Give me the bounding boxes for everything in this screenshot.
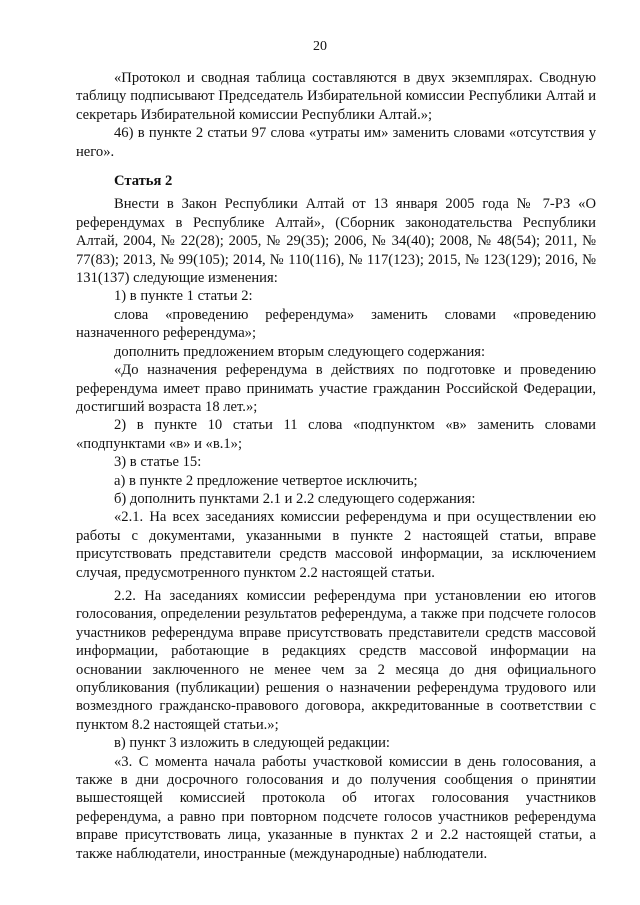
paragraph: 46) в пункте 2 статьи 97 слова «утраты им» заменить словами «отсутствия у него». (76, 125, 596, 160)
paragraph: «Протокол и сводная таблица составляются в двух экземплярах. Сводную таблицу подписывают Председатель Избирательной комиссии Республики Алтай и секретарь Избирательной комиссии Республики Алтай.»; (76, 70, 596, 123)
paragraph: 2.2. На заседаниях комиссии референдума при установлении ею итогов голосования, определении результатов референдума, а также при подсчете голосов участников референдума вправе присутствовать представители средств массовой информации, работающие в редакциях средств массовой информации на основании заключенного не менее чем за 2 месяца до дня официального опубликования (публикации) решения о назначении референдума трудового или возмездного гражданско-правового договора, аккредитованные в соответствии с пунктом 8.2 настоящей статьи.»; (76, 587, 596, 733)
paragraph: а) в пункте 2 предложение четвертое исключить; (114, 472, 418, 489)
paragraph: 3) в статье 15: (114, 454, 202, 471)
paragraph: «2.1. На всех заседаниях комиссии референдума и при осуществлении ею работы с документами, указанными в пункте 2 настоящей статьи, вправе присутствовать представители средств массовой информации, за исключением случая, предусмотренного пунктом 2.2 настоящей статьи. (76, 509, 596, 581)
paragraph: 2) в пункте 10 статьи 11 слова «подпунктом «в» заменить словами «подпунктами «в» и «в.1»; (76, 417, 596, 452)
paragraph: в) пункт 3 изложить в следующей редакции: (114, 735, 390, 752)
paragraph: 1) в пункте 1 статьи 2: (114, 288, 253, 305)
paragraph: дополнить предложением вторым следующего содержания: (114, 343, 486, 360)
page-number: 20 (313, 39, 327, 54)
document-body (76, 69, 596, 863)
paragraph: Внести в Закон Республики Алтай от 13 января 2005 года № 7-РЗ «О референдумах в Республике Алтай», (Сборник законодательства Республики Алтай, 2004, № 22(28); 2005, № 29(35); 2006, № 34(40); 2008, № 48(54); 2011, № 77(83); 2013, № 99(105); 2014, № 110(116), № 117(123); 2015, № 123(129); 2016, № 131(137) следующие изменения: (76, 196, 596, 287)
paragraph: б) дополнить пунктами 2.1 и 2.2 следующего содержания: (114, 490, 476, 507)
paragraph: «3. С момента начала работы участковой комиссии в день голосования, а также в дни досрочного голосования и до получения сообщения о принятии вышестоящей комиссией протокола об итогах голосования участников референдума, а равно при повторном подсчете голосов участников референдума вправе присутствовать лица, указанные в пунктах 2 и 2.2 настоящей статьи, а также наблюдатели, иностранные (международные) наблюдатели. (76, 753, 596, 862)
paragraph: слова «проведению референдума» заменить словами «проведению назначенного референдума»; (76, 306, 596, 342)
article-heading: Статья 2 (114, 173, 173, 190)
paragraph: «До назначения референдума в действиях по подготовке и проведению референдума имеет право принимать участие гражданин Российской Федерации, достигший возраста 18 лет.»; (76, 362, 596, 415)
